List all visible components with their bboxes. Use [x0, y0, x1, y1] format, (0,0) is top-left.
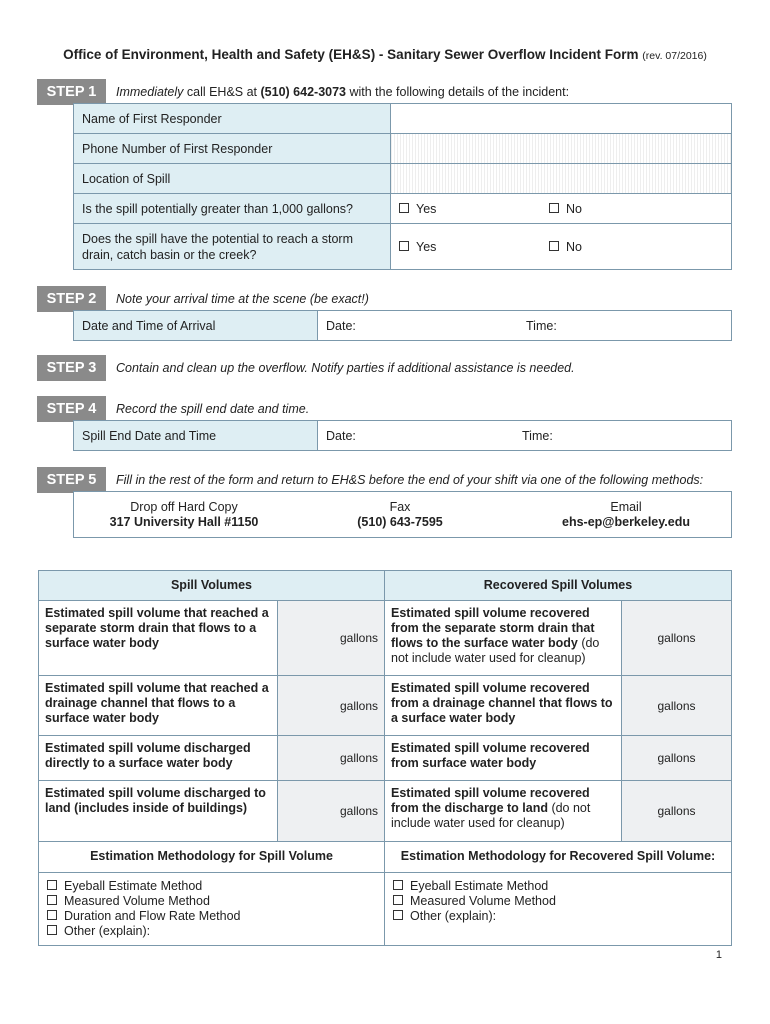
- gallons-unit: gallons: [339, 804, 378, 818]
- recovered-drainage-channel-field[interactable]: [621, 675, 732, 736]
- method-label: Measured Volume Method: [410, 894, 556, 908]
- no-label: No: [566, 240, 582, 254]
- spill-volume-drainage-channel-label: Estimated spill volume that reached a drainage channel that flows to a surface water body: [38, 675, 278, 736]
- step-3-badge: STEP 3: [37, 355, 106, 381]
- spill-method-option[interactable]: [47, 924, 376, 939]
- recovered-surface-water-text: Estimated spill volume recovered from surface water body: [391, 741, 590, 770]
- step-1-instruction: [116, 85, 569, 99]
- spill-method-option[interactable]: [47, 879, 376, 894]
- recovered-methodology-header: Estimation Methodology for Recovered Spill Volume:: [384, 841, 732, 873]
- spill-volume-storm-drain-field[interactable]: [277, 600, 385, 676]
- method-label: Other (explain):: [64, 924, 151, 938]
- arrival-date-label: Date:: [326, 319, 356, 333]
- checkbox-icon: [399, 203, 409, 213]
- method-drop-off-label: Drop off Hard Copy: [130, 500, 238, 514]
- gallons-unit: gallons: [657, 631, 696, 645]
- recovered-method-option[interactable]: [393, 879, 723, 894]
- spill-over-1000-yes[interactable]: [399, 202, 436, 216]
- spill-location-field[interactable]: [390, 163, 732, 194]
- form-title-text: Office of Environment, Health and Safety (EH&S) - Sanitary Sewer Overflow Incident Form: [63, 47, 639, 62]
- spill-location-label: Location of Spill: [73, 163, 391, 194]
- step-1-text-b: with the following details of the incident:: [346, 85, 570, 99]
- method-label: Duration and Flow Rate Method: [64, 909, 241, 923]
- checkbox-icon: [393, 880, 403, 890]
- recovered-storm-drain-note: (do not include water used for cleanup): [391, 636, 600, 665]
- checkbox-icon: [549, 203, 559, 213]
- arrival-datetime-label: Date and Time of Arrival: [73, 310, 318, 341]
- form-title: [0, 47, 770, 62]
- recovered-volumes-header: Recovered Spill Volumes: [384, 570, 732, 601]
- recovered-method-option[interactable]: [393, 909, 723, 924]
- reach-storm-drain-options: [390, 223, 732, 270]
- checkbox-icon: [393, 910, 403, 920]
- gallons-unit: gallons: [339, 631, 378, 645]
- recovered-method-option[interactable]: [393, 894, 723, 909]
- spill-end-time-label: Time:: [522, 429, 553, 443]
- recovered-surface-water-field[interactable]: [621, 735, 732, 781]
- recovered-land-field[interactable]: [621, 780, 732, 842]
- method-label: Other (explain):: [410, 909, 497, 923]
- yes-label: Yes: [416, 202, 437, 216]
- spill-method-option[interactable]: [47, 909, 376, 924]
- reach-storm-drain-question: Does the spill have the potential to reach a storm drain, catch basin or the creek?: [73, 223, 391, 270]
- method-fax: [310, 500, 490, 530]
- spill-methodology-list: [38, 872, 385, 946]
- spill-methodology-header: Estimation Methodology for Spill Volume: [38, 841, 385, 873]
- gallons-unit: gallons: [657, 804, 696, 818]
- checkbox-icon: [399, 241, 409, 251]
- gallons-unit: gallons: [657, 751, 696, 765]
- method-label: Measured Volume Method: [64, 894, 210, 908]
- recovered-land-note: (do not include water used for cleanup): [391, 801, 591, 830]
- arrival-datetime-field[interactable]: [317, 310, 732, 341]
- step-2-instruction: Note your arrival time at the scene (be exact!): [116, 292, 369, 306]
- step-1-emphasis: Immediately: [116, 85, 184, 99]
- method-email-value[interactable]: ehs-ep@berkeley.edu: [562, 515, 690, 529]
- no-label: No: [566, 202, 582, 216]
- method-email-label: Email: [610, 500, 642, 514]
- step-1-badge: STEP 1: [37, 79, 106, 105]
- checkbox-icon: [393, 895, 403, 905]
- checkbox-icon: [47, 895, 57, 905]
- method-drop-off-value: 317 University Hall #1150: [109, 515, 259, 529]
- first-responder-phone-label: Phone Number of First Responder: [73, 133, 391, 164]
- spill-volume-surface-water-field[interactable]: [277, 735, 385, 781]
- step-3-instruction: Contain and clean up the overflow. Notify parties if additional assistance is needed.: [116, 361, 575, 375]
- checkbox-icon: [549, 241, 559, 251]
- checkbox-icon: [47, 925, 57, 935]
- recovered-land-text: Estimated spill volume recovered from the discharge to land: [391, 786, 590, 815]
- recovered-land-label: [384, 780, 622, 842]
- method-label: Eyeball Estimate Method: [410, 879, 549, 893]
- arrival-time-label: Time:: [526, 319, 557, 333]
- recovered-surface-water-label: [384, 735, 622, 781]
- spill-method-option[interactable]: [47, 894, 376, 909]
- gallons-unit: gallons: [657, 698, 696, 713]
- page-number: 1: [715, 949, 722, 961]
- return-methods-box: [73, 491, 732, 538]
- step-1-phone: (510) 642-3073: [260, 85, 346, 99]
- spill-over-1000-question: Is the spill potentially greater than 1,000 gallons?: [73, 193, 391, 224]
- spill-over-1000-no[interactable]: [549, 202, 582, 216]
- checkbox-icon: [47, 880, 57, 890]
- step-4-instruction: Record the spill end date and time.: [116, 402, 310, 416]
- recovered-storm-drain-field[interactable]: [621, 600, 732, 676]
- method-fax-label: Fax: [389, 500, 411, 514]
- spill-end-datetime-field[interactable]: [317, 420, 732, 451]
- method-fax-value: (510) 643-7595: [357, 515, 443, 529]
- first-responder-phone-field[interactable]: [390, 133, 732, 164]
- spill-volume-storm-drain-label: Estimated spill volume that reached a separate storm drain that flows to a surface water body: [38, 600, 278, 676]
- spill-volumes-header: Spill Volumes: [38, 570, 385, 601]
- spill-volume-surface-water-label: Estimated spill volume discharged directly to a surface water body: [38, 735, 278, 781]
- spill-over-1000-options: [390, 193, 732, 224]
- method-drop-off: [94, 500, 274, 530]
- spill-volume-drainage-channel-field[interactable]: [277, 675, 385, 736]
- step-4-badge: STEP 4: [37, 396, 106, 422]
- recovered-storm-drain-text: Estimated spill volume recovered from the separate storm drain that flows to the surface water body: [391, 606, 595, 650]
- step-1-text-a: call EH&S at: [183, 85, 261, 99]
- step-2-badge: STEP 2: [37, 286, 106, 312]
- yes-label: Yes: [416, 240, 437, 254]
- first-responder-name-field[interactable]: [390, 103, 732, 134]
- spill-volume-land-label: Estimated spill volume discharged to land (includes inside of buildings): [38, 780, 278, 842]
- first-responder-name-label: Name of First Responder: [73, 103, 391, 134]
- spill-end-datetime-label: Spill End Date and Time: [73, 420, 318, 451]
- step-5-badge: STEP 5: [37, 467, 106, 493]
- reach-storm-drain-no[interactable]: [549, 240, 582, 254]
- method-email: [536, 500, 716, 530]
- reach-storm-drain-yes[interactable]: [399, 240, 436, 254]
- spill-volume-land-field[interactable]: [277, 780, 385, 842]
- gallons-unit: gallons: [339, 698, 378, 713]
- step-5-instruction: Fill in the rest of the form and return to EH&S before the end of your shift via one of the following methods:: [116, 473, 704, 487]
- recovered-methodology-list: [384, 872, 732, 946]
- recovered-storm-drain-label: [384, 600, 622, 676]
- method-label: Eyeball Estimate Method: [64, 879, 203, 893]
- recovered-drainage-channel-text: Estimated spill volume recovered from a drainage channel that flows to a surface water body: [391, 681, 613, 725]
- recovered-drainage-channel-label: [384, 675, 622, 736]
- revision-label: (rev. 07/2016): [642, 50, 707, 62]
- spill-end-date-label: Date:: [326, 429, 356, 443]
- checkbox-icon: [47, 910, 57, 920]
- gallons-unit: gallons: [339, 751, 378, 765]
